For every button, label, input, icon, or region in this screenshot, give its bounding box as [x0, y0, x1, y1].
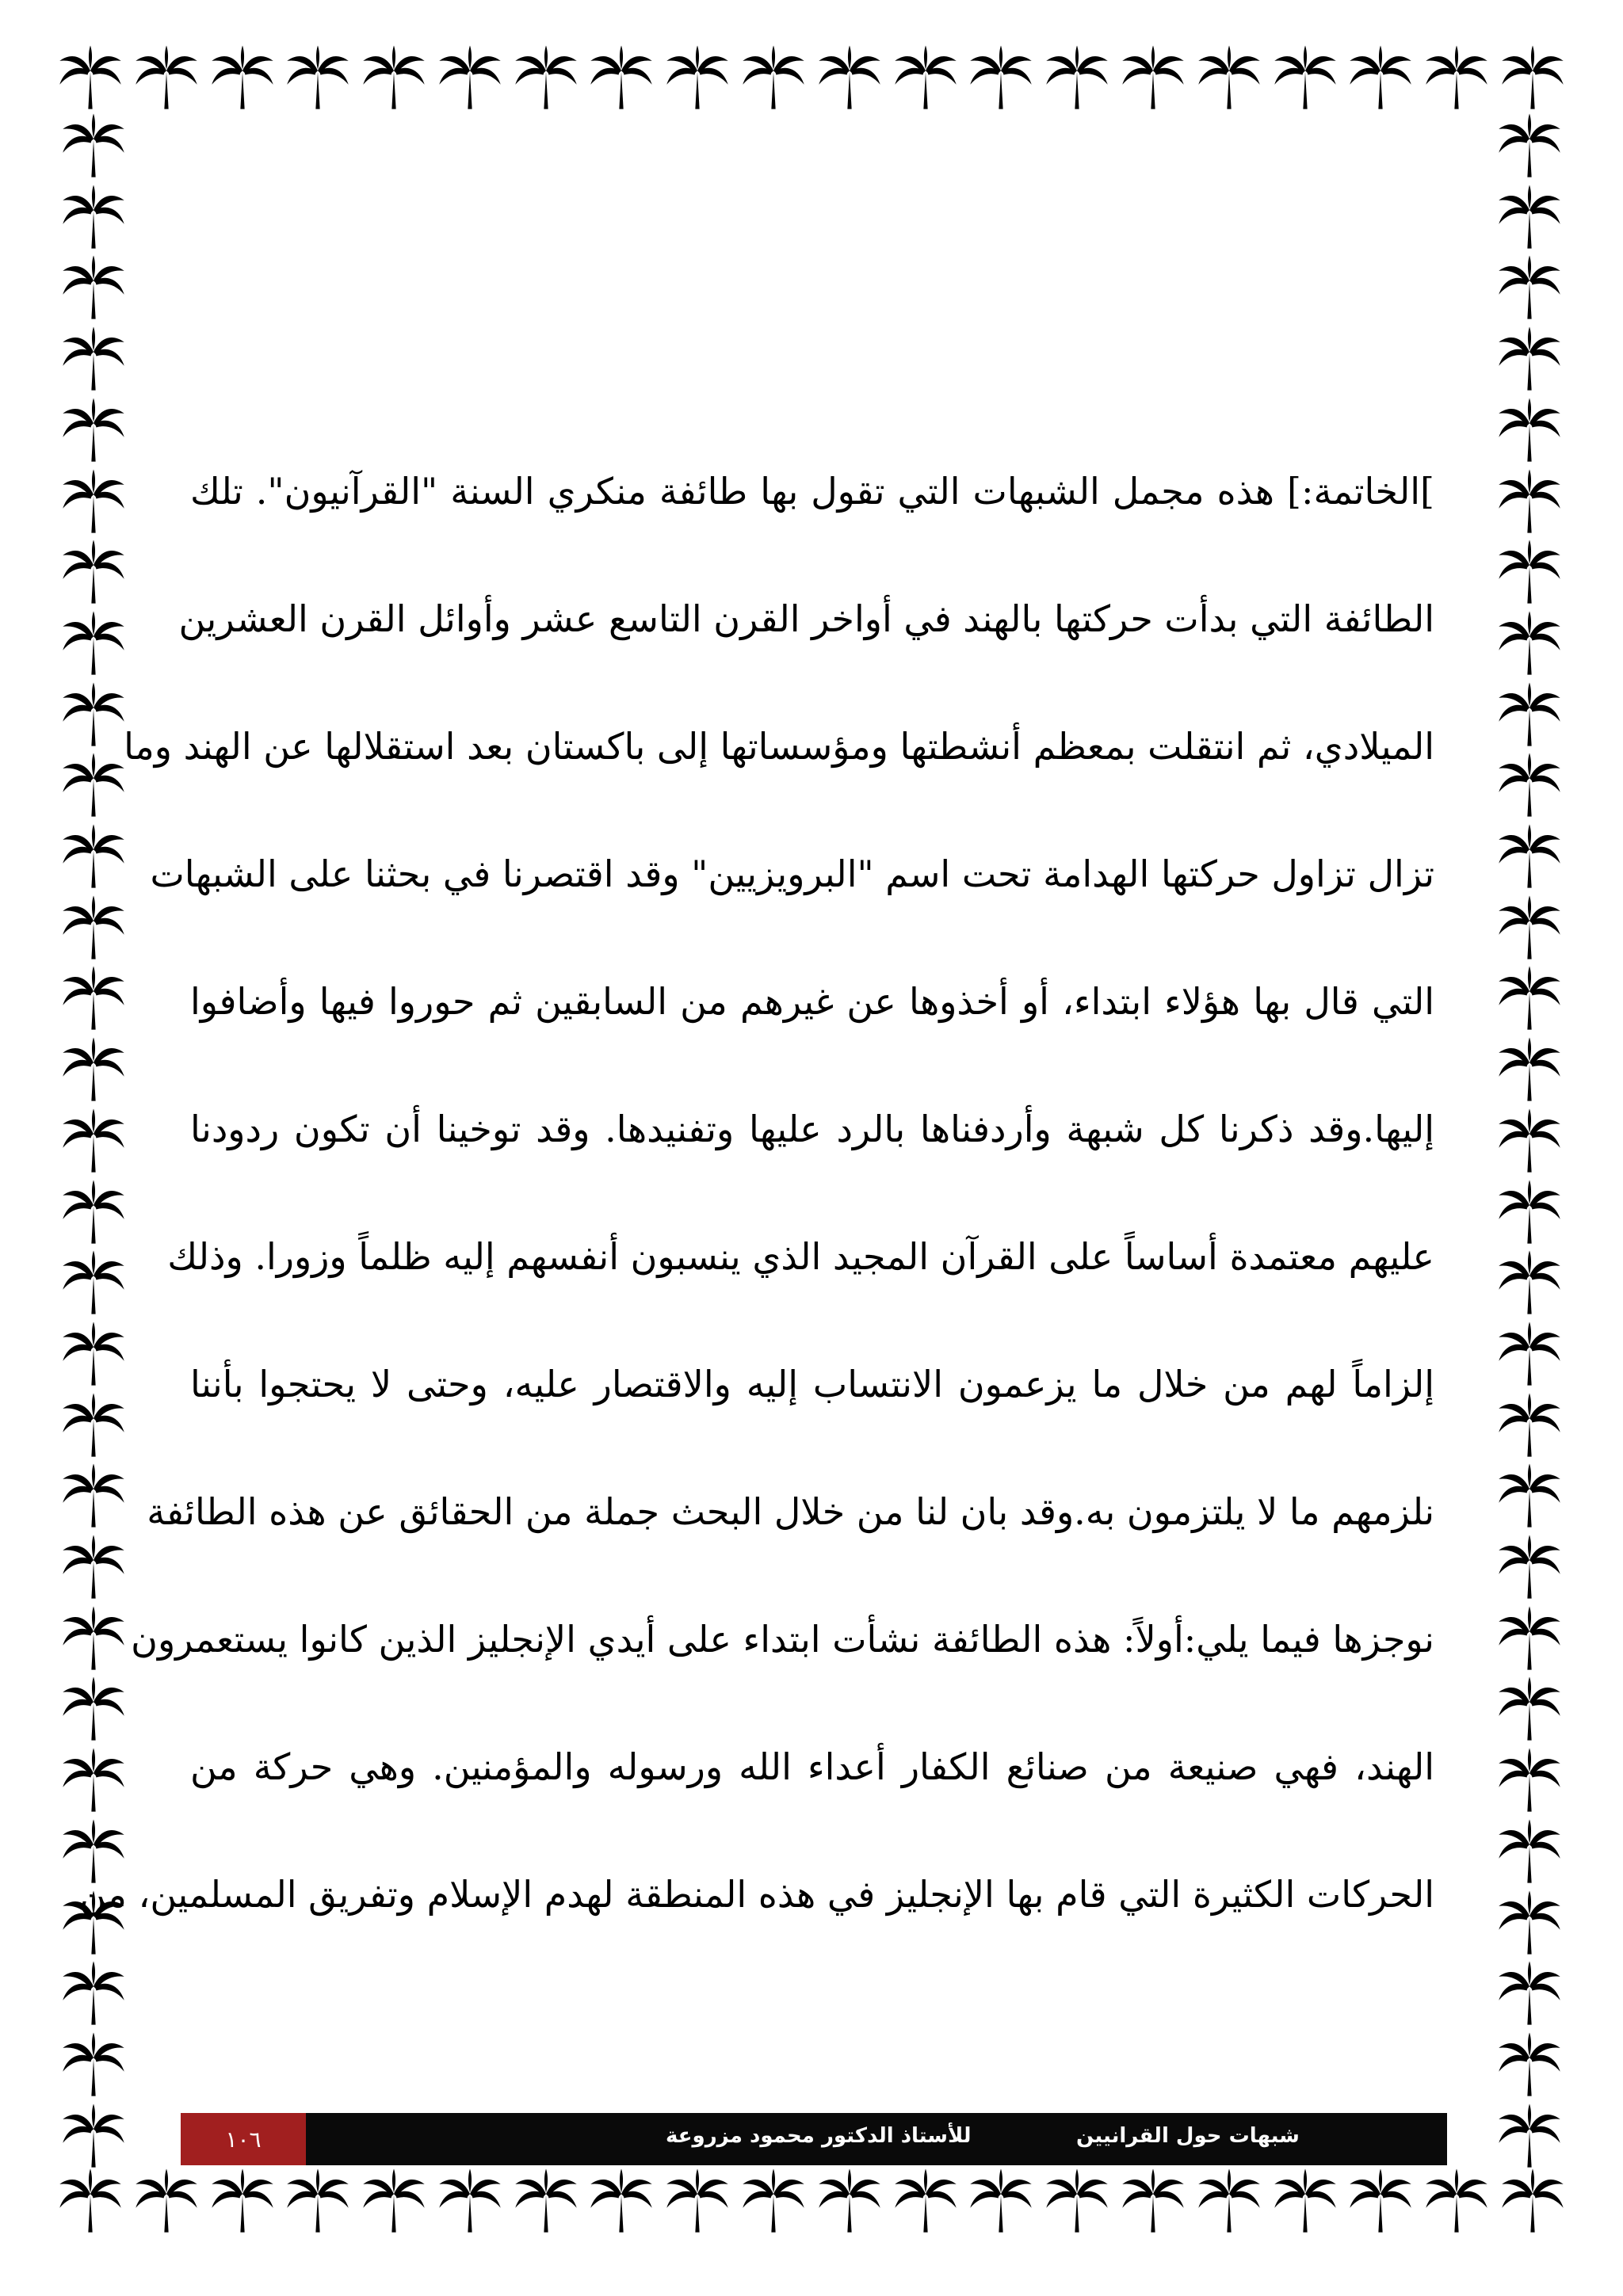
text-line: الهند، فهي صنيعة من صنائع الكفار أعداء الله ورسوله والمؤمنين. وهي حركة من [190, 1745, 1434, 1788]
palm-tree-icon [739, 43, 808, 113]
palm-tree-icon [1495, 2101, 1564, 2171]
text-line: الميلادي، ثم انتقلت بمعظم أنشطتها ومؤسساتها إلى باكستان بعد استقلالها عن الهند وما [124, 725, 1434, 768]
palm-tree-icon [815, 43, 884, 113]
palm-tree-icon [1042, 2166, 1112, 2236]
palm-tree-icon [1495, 1248, 1564, 1318]
footer-book-title: شبهات حول القرانيين [1076, 2124, 1300, 2148]
palm-tree-icon [1270, 2166, 1340, 2236]
palm-tree-icon [1495, 1888, 1564, 1958]
palm-tree-icon [1495, 537, 1564, 607]
palm-tree-icon [1495, 893, 1564, 963]
footer-author: للأستاذ الدكتور محمود مزروعة [666, 2124, 972, 2148]
palm-tree-icon [59, 1958, 128, 2028]
palm-tree-icon [1346, 2166, 1415, 2236]
palm-tree-icon [1498, 2166, 1568, 2236]
palm-tree-icon [1495, 253, 1564, 322]
palm-tree-icon [1194, 2166, 1264, 2236]
palm-tree-icon [1346, 43, 1415, 113]
palm-tree-icon [1495, 1604, 1564, 1673]
palm-tree-icon [586, 43, 656, 113]
text-line: الطائفة التي بدأت حركتها بالهند في أواخر القرن التاسع عشر وأوائل القرن العشرين [178, 597, 1434, 640]
palm-tree-icon [1495, 750, 1564, 820]
palm-tree-icon [1495, 1106, 1564, 1176]
palm-tree-icon [132, 2166, 201, 2236]
palm-tree-icon [1495, 822, 1564, 891]
palm-tree-icon [59, 1532, 128, 1602]
text-line: إلزاماً لهم من خلال ما يزعمون الانتساب إليه والاقتصار عليه، وحتى لا يحتجوا بأننا [190, 1363, 1434, 1405]
text-line: التي قال بها هؤلاء ابتداء، أو أخذوها عن غيرهم من السابقين ثم حوروا فيها وأضافوا [190, 980, 1434, 1023]
palm-tree-icon [59, 395, 128, 465]
palm-tree-icon [59, 1390, 128, 1460]
palm-tree-icon [1194, 43, 1264, 113]
palm-tree-icon [208, 43, 277, 113]
palm-tree-icon [59, 1035, 128, 1104]
palm-tree-icon [59, 1177, 128, 1247]
palm-tree-icon [59, 750, 128, 820]
palm-tree-icon [59, 680, 128, 749]
palm-tree-icon [1495, 1958, 1564, 2028]
palm-tree-icon [59, 1604, 128, 1673]
palm-tree-icon [132, 43, 201, 113]
palm-tree-icon [59, 608, 128, 678]
border-bottom [55, 2163, 1568, 2239]
palm-tree-icon [55, 43, 125, 113]
palm-tree-icon [739, 2166, 808, 2236]
palm-tree-icon [1495, 1177, 1564, 1247]
palm-tree-icon [59, 822, 128, 891]
palm-tree-icon [59, 963, 128, 1033]
palm-tree-icon [283, 2166, 353, 2236]
palm-tree-icon [1495, 1319, 1564, 1389]
palm-tree-icon [1495, 467, 1564, 536]
palm-tree-icon [586, 2166, 656, 2236]
palm-tree-icon [59, 467, 128, 536]
palm-tree-icon [1495, 608, 1564, 678]
text-line: نوجزها فيما يلي:أولاً: هذه الطائفة نشأت ابتداء على أيدي الإنجليز الذين كانوا يستعمرون [131, 1618, 1434, 1661]
palm-tree-icon [59, 2030, 128, 2100]
palm-tree-icon [59, 2101, 128, 2171]
text-line: إليها.وقد ذكرنا كل شبهة وأردفناها بالرد عليها وتفنيدها. وقد توخينا أن تكون ردودنا [190, 1108, 1434, 1150]
palm-tree-icon [59, 1106, 128, 1176]
palm-tree-icon [1495, 2030, 1564, 2100]
palm-tree-icon [1495, 963, 1564, 1033]
border-top [55, 40, 1568, 116]
palm-tree-icon [1422, 2166, 1491, 2236]
palm-tree-icon [663, 2166, 732, 2236]
border-right [1491, 111, 1568, 2171]
palm-tree-icon [511, 43, 581, 113]
palm-tree-icon [1495, 1390, 1564, 1460]
page-footer [181, 2113, 1447, 2165]
palm-tree-icon [966, 43, 1036, 113]
palm-tree-icon [59, 324, 128, 394]
text-line: الحركات الكثيرة التي قام بها الإنجليز في هذه المنطقة لهدم الإسلام وتفريق المسلمين، من [79, 1873, 1434, 1916]
palm-tree-icon [1118, 2166, 1188, 2236]
palm-tree-icon [1495, 182, 1564, 252]
palm-tree-icon [1495, 395, 1564, 465]
palm-tree-icon [59, 1248, 128, 1318]
palm-tree-icon [815, 2166, 884, 2236]
page-number: ١٠٦ [181, 2113, 306, 2165]
palm-tree-icon [1495, 1817, 1564, 1886]
palm-tree-icon [891, 43, 960, 113]
text-line: تزال تزاول حركتها الهدامة تحت اسم "البرويزيين" وقد اقتصرنا في بحثنا على الشبهات [150, 852, 1434, 895]
palm-tree-icon [435, 43, 505, 113]
palm-tree-icon [59, 1319, 128, 1389]
palm-tree-icon [59, 1745, 128, 1815]
palm-tree-icon [59, 1461, 128, 1531]
palm-tree-icon [59, 111, 128, 181]
palm-tree-icon [55, 2166, 125, 2236]
palm-tree-icon [1495, 1674, 1564, 1744]
palm-tree-icon [1495, 1532, 1564, 1602]
palm-tree-icon [1495, 1035, 1564, 1104]
conclusion-paragraph [79, 467, 1434, 1998]
palm-tree-icon [283, 43, 353, 113]
text-line: ]الخاتمة:] هذه مجمل الشبهات التي تقول بها طائفة منكري السنة "القرآنيون". تلك [190, 470, 1434, 513]
border-left [55, 111, 132, 2171]
palm-tree-icon [59, 1674, 128, 1744]
palm-tree-icon [59, 893, 128, 963]
text-line: نلزمهم ما لا يلتزمون به.وقد بان لنا من خلال البحث جملة من الحقائق عن هذه الطائفة [147, 1490, 1434, 1533]
palm-tree-icon [511, 2166, 581, 2236]
palm-tree-icon [1495, 680, 1564, 749]
palm-tree-icon [1270, 43, 1340, 113]
palm-tree-icon [59, 182, 128, 252]
palm-tree-icon [59, 253, 128, 322]
palm-tree-icon [1498, 43, 1568, 113]
palm-tree-icon [208, 2166, 277, 2236]
palm-tree-icon [1495, 324, 1564, 394]
palm-tree-icon [1118, 43, 1188, 113]
palm-tree-icon [1495, 111, 1564, 181]
palm-tree-icon [435, 2166, 505, 2236]
palm-tree-icon [1495, 1745, 1564, 1815]
palm-tree-icon [966, 2166, 1036, 2236]
palm-tree-icon [1495, 1461, 1564, 1531]
text-line: عليهم معتمدة أساساً على القرآن المجيد الذي ينسبون أنفسهم إليه ظلماً وزورا. وذلك [167, 1235, 1434, 1278]
palm-tree-icon [1042, 43, 1112, 113]
palm-tree-icon [663, 43, 732, 113]
palm-tree-icon [59, 537, 128, 607]
palm-tree-icon [359, 43, 429, 113]
palm-tree-icon [359, 2166, 429, 2236]
palm-tree-icon [1422, 43, 1491, 113]
palm-tree-icon [891, 2166, 960, 2236]
